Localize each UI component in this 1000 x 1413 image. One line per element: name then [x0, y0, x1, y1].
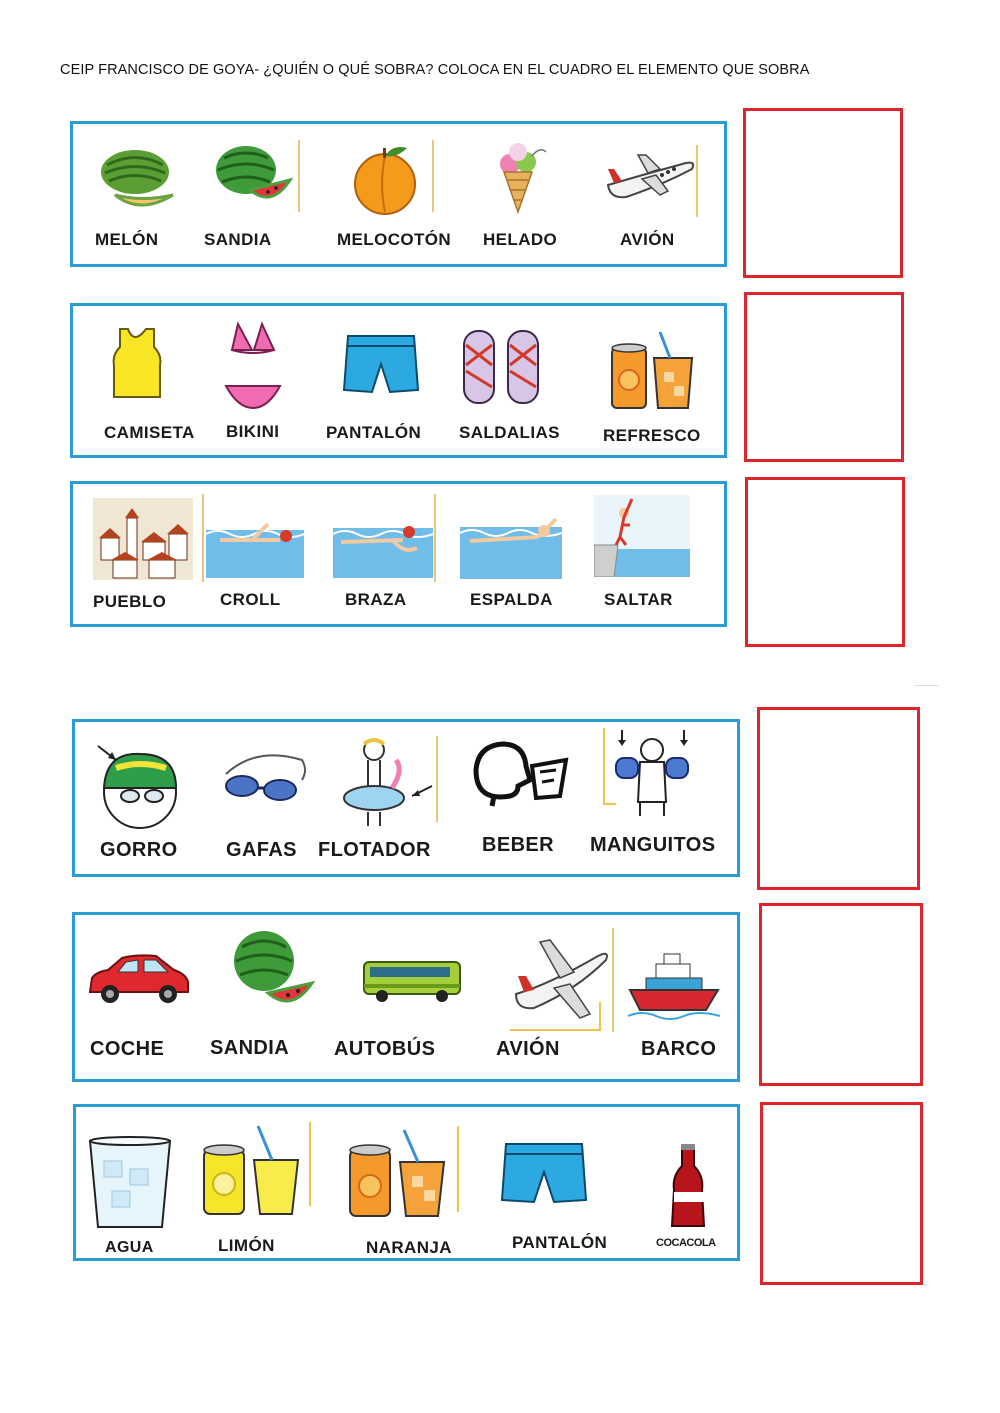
item-label: SALTAR [604, 590, 673, 609]
item-label: HELADO [483, 230, 558, 249]
item-airplane[interactable] [602, 145, 698, 249]
item-swim-crawl[interactable] [206, 520, 304, 609]
watermelon-icon [210, 140, 300, 218]
item-label: MANGUITOS [590, 834, 716, 856]
image-frame [202, 494, 204, 582]
item-label: GORRO [100, 839, 178, 861]
item-sandals[interactable] [458, 325, 560, 442]
shorts-icon [340, 330, 420, 400]
item-label: MELOCOTÓN [337, 230, 452, 249]
item-label: BRAZA [345, 590, 407, 609]
item-bus[interactable] [334, 958, 464, 1060]
item-goggles[interactable] [216, 740, 312, 861]
divider [915, 685, 939, 686]
item-label: SALDALIAS [459, 423, 560, 442]
melon-icon [95, 140, 185, 218]
boat-icon [626, 950, 722, 1022]
item-cola-bottle[interactable] [656, 1142, 716, 1249]
item-shorts-2[interactable] [498, 1138, 608, 1252]
item-label: SANDIA [204, 230, 272, 249]
item-label: BIKINI [226, 422, 280, 441]
car-icon [86, 952, 192, 1008]
item-label: BARCO [641, 1038, 717, 1060]
answer-box-2[interactable] [744, 292, 904, 462]
watermelon-icon [228, 925, 318, 1015]
image-frame [436, 736, 438, 822]
item-label: CAMISETA [104, 423, 195, 442]
cola-bottle-icon [664, 1142, 714, 1232]
ice-cream-icon [480, 140, 570, 218]
item-label: NARANJA [366, 1238, 452, 1257]
item-town[interactable] [93, 498, 193, 611]
image-frame [696, 145, 698, 217]
shorts-icon [498, 1138, 590, 1208]
item-swim-breaststroke[interactable] [333, 518, 433, 609]
item-melon[interactable] [95, 140, 185, 249]
item-drink[interactable] [470, 736, 574, 856]
airplane-icon [602, 145, 698, 217]
answer-box-3[interactable] [745, 477, 905, 647]
swim-backstroke-icon [460, 515, 562, 579]
item-label: AVIÓN [620, 230, 675, 249]
answer-box-4[interactable] [757, 707, 920, 890]
float-ring-icon [334, 736, 438, 830]
goggles-icon [216, 740, 312, 826]
item-label: PANTALÓN [326, 423, 422, 442]
item-soda[interactable] [603, 328, 701, 445]
item-boat[interactable] [626, 950, 722, 1060]
swim-crawl-icon [206, 520, 304, 578]
item-peach[interactable] [337, 140, 452, 249]
item-dive[interactable] [594, 495, 690, 609]
item-label: CROLL [220, 590, 281, 609]
item-label: SANDIA [210, 1037, 290, 1059]
item-armbands[interactable] [590, 728, 716, 856]
sandals-icon [458, 325, 548, 407]
answer-box-1[interactable] [743, 108, 903, 278]
orange-soda-icon [346, 1126, 460, 1222]
soda-icon [608, 328, 698, 413]
answer-box-6[interactable] [760, 1102, 923, 1285]
bikini-icon [218, 320, 288, 410]
item-label: PUEBLO [93, 592, 167, 611]
drink-icon [470, 736, 574, 826]
item-label: GAFAS [226, 839, 297, 861]
image-frame [432, 140, 434, 212]
answer-box-5[interactable] [759, 903, 923, 1086]
tank-top-icon [100, 325, 180, 405]
item-swim-backstroke[interactable] [460, 515, 562, 609]
water-glass-icon [86, 1135, 178, 1231]
item-label: PANTALÓN [512, 1233, 608, 1252]
swim-cap-icon [96, 742, 186, 832]
item-tank-top[interactable] [100, 325, 195, 442]
image-frame [298, 140, 300, 212]
worksheet-title: CEIP FRANCISCO DE GOYA- ¿QUIÉN O QUÉ SOBRA? COLOCA EN EL CUADRO EL ELEMENTO QUE SOBRA [60, 62, 810, 78]
item-watermelon[interactable] [204, 140, 300, 249]
item-bikini[interactable] [218, 320, 288, 441]
item-label: AGUA [105, 1239, 154, 1256]
item-float-ring[interactable] [318, 736, 438, 861]
town-icon [93, 498, 193, 580]
peach-icon [345, 140, 435, 218]
item-orange-soda[interactable] [346, 1126, 460, 1257]
item-label: ESPALDA [470, 590, 553, 609]
item-shorts[interactable] [326, 330, 422, 442]
item-water-glass[interactable] [86, 1135, 178, 1256]
item-label: MELÓN [95, 230, 159, 249]
item-label: LIMÓN [218, 1236, 275, 1255]
item-label: AUTOBÚS [334, 1038, 436, 1060]
item-lemon-soda[interactable] [200, 1122, 312, 1255]
armbands-icon [600, 728, 704, 818]
item-label: COCACOLA [656, 1237, 716, 1249]
item-car[interactable] [86, 952, 192, 1060]
item-label: FLOTADOR [318, 839, 431, 861]
image-frame [434, 494, 436, 582]
swim-breaststroke-icon [333, 518, 433, 578]
item-label: AVIÓN [496, 1038, 560, 1060]
dive-icon [594, 495, 690, 577]
lemon-soda-icon [200, 1122, 312, 1218]
item-watermelon-2[interactable] [210, 925, 318, 1059]
image-frame [612, 928, 614, 1032]
item-swim-cap[interactable] [96, 742, 186, 861]
item-airplane-2[interactable] [496, 932, 614, 1060]
bus-icon [360, 958, 464, 1004]
item-label: COCHE [90, 1038, 165, 1060]
item-label: BEBER [482, 834, 555, 856]
item-ice-cream[interactable] [480, 140, 570, 249]
airplane-icon [510, 932, 614, 1032]
item-label: REFRESCO [603, 426, 701, 445]
